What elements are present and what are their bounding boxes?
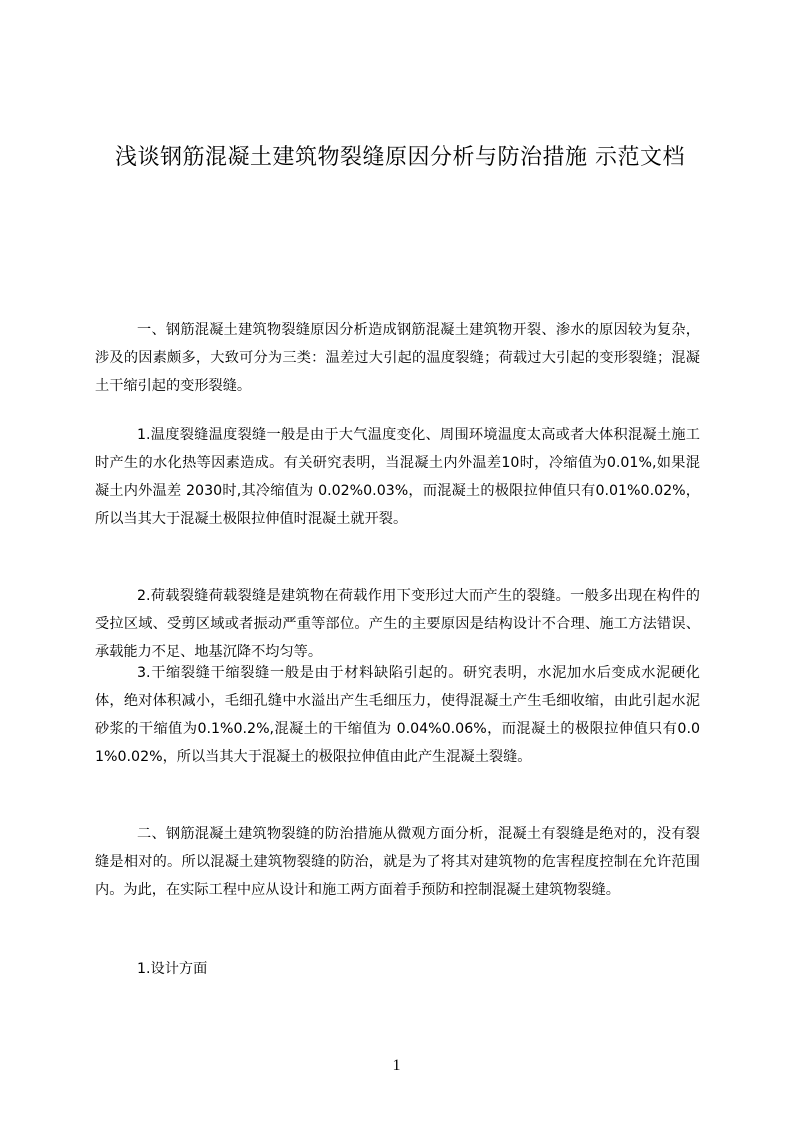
paragraph-prevention-measures: 二、钢筋混凝土建筑物裂缝的防治措施从微观方面分析，混凝土有裂缝是绝对的，没有裂缝是相对的。所以混凝土建筑物裂缝的防治，就是为了将其对建筑物的危害程度控制在允许范围内。为此，在实际工程中应从设计和施工两方面着手预防和控制混凝土建筑物裂缝。: [95, 826, 700, 898]
paragraph-crack-causes-intro: 一、钢筋混凝土建筑物裂缝原因分析造成钢筋混凝土建筑物开裂、渗水的原因较为复杂，涉及的因素颇多，大致可分为三类：温差过大引起的温度裂缝；荷载过大引起的变形裂缝；混凝土干缩引起的变形裂缝。: [95, 322, 700, 394]
document-title: 浅谈钢筋混凝土建筑物裂缝原因分析与防治措施 示范文档: [115, 145, 685, 170]
paragraph-load-cracks: 2.荷载裂缝荷载裂缝是建筑物在荷载作用下变形过大而产生的裂缝。一般多出现在构件的受拉区域、受剪区域或者振动严重等部位。产生的主要原因是结构设计不合理、施工方法错误、承载能力不足、地基沉降不均匀等。: [95, 588, 700, 660]
paragraph-design-aspect: 1.设计方面: [137, 961, 208, 977]
page-number: 1: [392, 1057, 401, 1074]
paragraph-temperature-cracks: 1.温度裂缝温度裂缝一般是由于大气温度变化、周围环境温度太高或者大体积混凝土施工时产生的水化热等因素造成。有关研究表明，当混凝土内外温差10时，冷缩值为0.01%,如果混凝土内外温差 2030时,其冷缩值为 0.02%0.03%，而混凝土的极限拉伸值只有0.01%0.02%，所以当其大于混凝土极限拉伸值时混凝土就开裂。: [95, 427, 700, 527]
paragraph-shrinkage-cracks: 3.干缩裂缝干缩裂缝一般是由于材料缺陷引起的。研究表明，水泥加水后变成水泥硬化体，绝对体积减小，毛细孔缝中水溢出产生毛细压力，使得混凝土产生毛细收缩，由此引起水泥砂浆的干缩值为0.1%0.2%,混凝土的干缩值为 0.04%0.06%，而混凝土的极限拉伸值只有0.01%0.02%，所以当其大于混凝土的极限拉伸值由此产生混凝土裂缝。: [95, 665, 700, 765]
